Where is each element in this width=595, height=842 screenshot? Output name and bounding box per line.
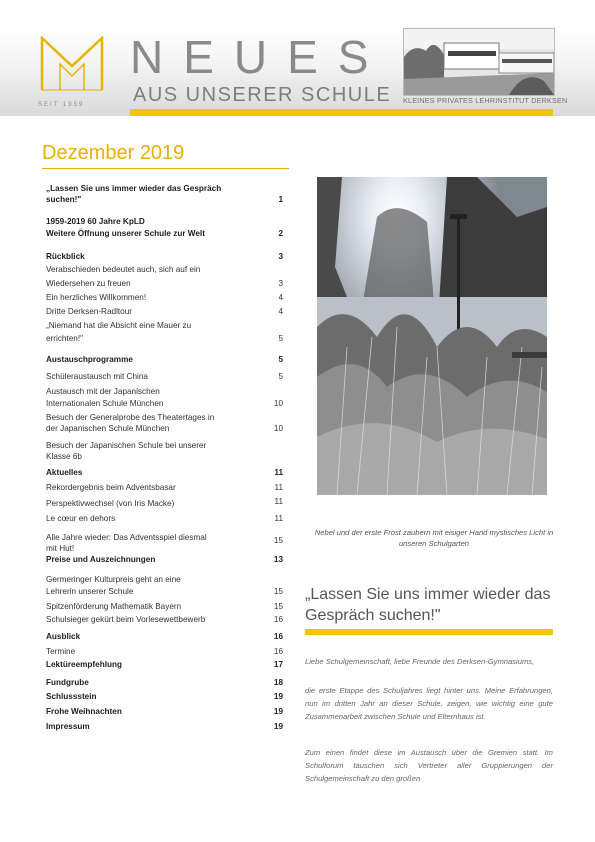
toc-section-aktuelles[interactable]: Aktuelles 11 [46, 468, 283, 477]
toc-section-lektuere[interactable]: Lektüreempfehlung 17 [46, 660, 283, 669]
toc-entry[interactable]: 1959-2019 60 Jahre KpLD [46, 217, 145, 226]
toc-entry[interactable]: Germeringer Kulturpreis geht an eine [46, 575, 181, 584]
toc-entry[interactable]: mit Hut! 15 [46, 536, 283, 553]
toc-section-fundgrube[interactable]: Fundgrube 18 [46, 678, 283, 687]
article-paragraph: Liebe Schulgemeinschaft, liebe Freunde des Derksen-Gymnasiums, [305, 657, 535, 666]
toc-entry[interactable]: errichten!" 5 [46, 334, 283, 343]
toc-entry[interactable]: Le cœur en dehors 11 [46, 514, 283, 523]
toc-entry[interactable]: der Japanischen Schule München 10 [46, 424, 283, 433]
toc-section-schlussstein[interactable]: Schlussstein 19 [46, 692, 283, 701]
toc-entry[interactable]: Besuch der Generalprobe des Theatertages in [46, 413, 215, 422]
issue-underline [42, 168, 289, 169]
toc-entry[interactable]: Verabschieden bedeutet auch, sich auf ein [46, 265, 201, 274]
masthead-title: NEUES [130, 31, 389, 83]
toc-entry[interactable]: Wiedersehen zu freuen 3 [46, 279, 283, 288]
article-title-rule [305, 629, 553, 635]
toc-section-rueckblick[interactable]: Rückblick 3 [46, 252, 283, 261]
toc-entry[interactable]: Perspektivwechsel (von Iris Macke) 11 [46, 497, 283, 508]
toc-entry[interactable]: Besuch der Japanischen Schule bei unserer [46, 441, 207, 450]
school-building-photo [403, 28, 555, 96]
toc-section-ausblick[interactable]: Ausblick 16 [46, 632, 283, 641]
toc-entry[interactable]: Lehrerin unserer Schule 15 [46, 587, 283, 596]
toc-section-preise[interactable]: Preise und Auszeichnungen 13 [46, 555, 283, 564]
article-paragraph: Zum einen findet diese im Austausch über die Gremien statt. Im Schulforum tauschen sich Vertreter aller Gruppierungen der Schulgemeinschaft zu den großen [305, 748, 553, 783]
school-logo [40, 36, 104, 92]
toc-entry[interactable]: Alle Jahre wieder: Das Adventsspiel diesmal [46, 533, 207, 542]
toc-entry[interactable]: Weitere Öffnung unserer Schule zur Welt 2 [46, 229, 283, 238]
frosty-garden-photo [317, 177, 547, 495]
article-title: „Lassen Sie uns immer wieder das Gespräch suchen!" [305, 586, 551, 624]
toc-section-austausch[interactable]: Austauschprogramme 5 [46, 355, 283, 364]
issue-date: Dezember 2019 [42, 142, 185, 164]
toc-entry[interactable]: „Niemand hat die Absicht eine Mauer zu [46, 321, 192, 330]
toc-entry[interactable]: Schulsieger gekürt beim Vorlesewettbewerb 16 [46, 615, 283, 624]
toc-section-impressum[interactable]: Impressum 19 [46, 722, 283, 731]
masthead-subtitle: AUS UNSERER SCHULE [133, 84, 392, 106]
toc-entry[interactable]: Dritte Derksen-Radltour 4 [46, 307, 283, 316]
toc-entry[interactable]: Spitzenförderung Mathematik Bayern 15 [46, 602, 283, 611]
since-label: SEIT 1959 [38, 102, 85, 108]
toc-section-weihnachten[interactable]: Frohe Weihnachten 19 [46, 707, 283, 716]
toc-entry[interactable]: Austausch mit der Japanischen [46, 387, 160, 396]
toc-entry[interactable]: Rekordergebnis beim Adventsbasar 11 [46, 483, 283, 492]
toc-entry[interactable]: Internationalen Schule München 10 [46, 399, 283, 408]
article-paragraph: die erste Etappe des Schuljahres liegt hinter uns. Meine Erfahrungen, nun im dritten Jahr an dieser Schule, zeigen, wie wichtig eine gute Zusammenarbeit zwischen Schule und Elternhaus ist. [305, 686, 553, 721]
photo-caption: Nebel und der erste Frost zaubern mit eisiger Hand mystisches Licht in unseren Schulgarten [314, 528, 554, 548]
toc-entry[interactable]: Schüleraustausch mit China 5 [46, 372, 283, 381]
toc-entry[interactable]: Klasse 6b [46, 452, 82, 461]
toc-entry[interactable]: Termine 16 [46, 647, 283, 656]
header-accent-rule [130, 109, 553, 116]
institute-name: KLEINES PRIVATES LEHRINSTITUT DERKSEN [403, 96, 568, 105]
toc-entry[interactable]: Ein herzliches Willkommen! 4 [46, 293, 283, 302]
toc-entry[interactable]: „Lassen Sie uns immer wieder das Gespräch suchen!" 1 [46, 184, 283, 204]
